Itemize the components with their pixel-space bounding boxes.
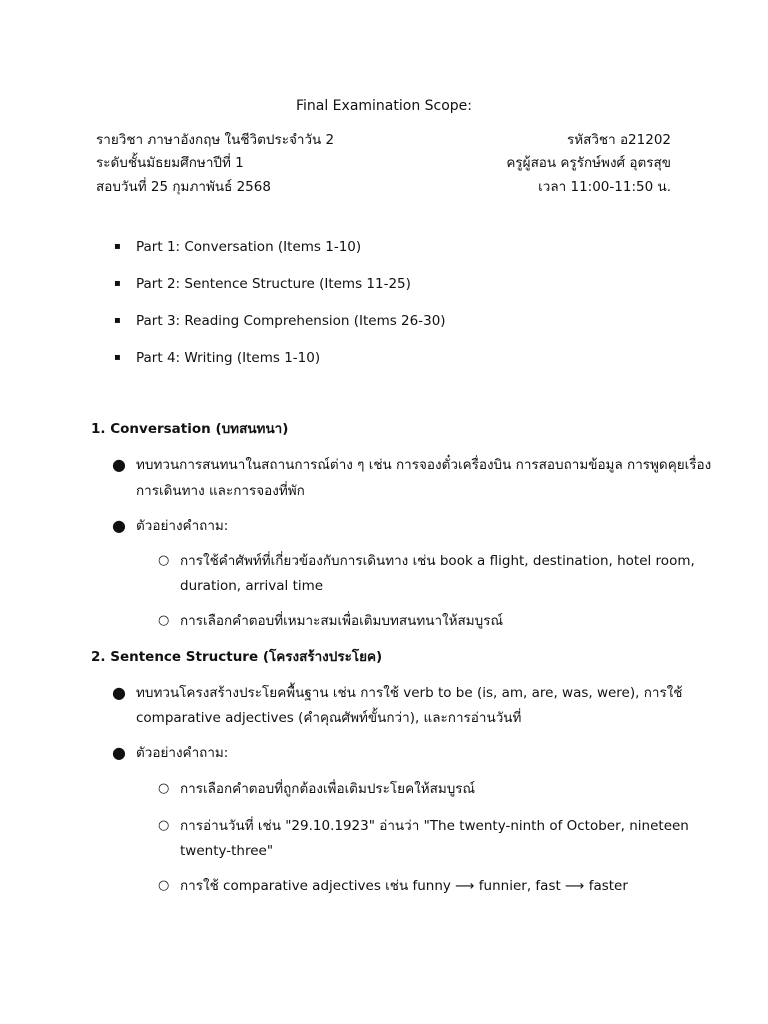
circle-bullet-icon: ○ xyxy=(158,878,170,893)
circle-bullet-icon: ○ xyxy=(158,613,170,628)
circle-bullet-icon: ○ xyxy=(158,781,170,796)
bullet-icon: ▪ xyxy=(114,352,121,363)
review-text: การเดินทาง และการจองที่พัก xyxy=(136,483,305,499)
example-text: การเลือกคำตอบที่เหมาะสมเพื่อเติมบทสนทนาให้สมบูรณ์ xyxy=(180,613,504,629)
exam-date-text: สอบวันที่ 25 กุมภาพันธ์ 2568 xyxy=(96,179,271,195)
part-item: Part 1: Conversation (Items 1-10) xyxy=(136,239,362,255)
section-heading: 1. Conversation (บทสนทนา) xyxy=(91,421,289,437)
bullet-icon: ▪ xyxy=(114,278,121,289)
example-label: ตัวอย่างคำถาม: xyxy=(136,518,229,534)
teacher-text: ครูผู้สอน ครูรักษ์พงศ์ อุตรสุข xyxy=(506,155,671,171)
review-text: ทบทวนโครงสร้างประโยคพื้นฐาน เช่น การใช้ verb to be (is, am, are, was, were), การใช้ xyxy=(136,685,683,701)
part-item: Part 3: Reading Comprehension (Items 26-30) xyxy=(136,313,446,329)
part-item: Part 2: Sentence Structure (Items 11-25) xyxy=(136,276,411,292)
bullet-icon: ▪ xyxy=(114,241,121,252)
circle-bullet-icon: ○ xyxy=(158,553,170,568)
circle-bullet-icon: ○ xyxy=(158,818,170,833)
example-text: การอ่านวันที่ เช่น "29.10.1923" อ่านว่า "The twenty-ninth of October, nineteen xyxy=(180,818,689,834)
subject-text: รายวิชา ภาษาอังกฤษ ในชีวิตประจำวัน 2 xyxy=(96,132,335,148)
course-code-text: รหัสวิชา อ21202 xyxy=(566,132,671,148)
grade-level-text: ระดับชั้นมัธยมศึกษาปีที่ 1 xyxy=(96,155,244,171)
example-text: twenty-three" xyxy=(180,843,274,859)
page-title: Final Examination Scope: xyxy=(295,98,473,114)
bullet-icon: ▪ xyxy=(114,315,121,326)
example-text: การเลือกคำตอบที่ถูกต้องเพื่อเติมประโยคให้สมบูรณ์ xyxy=(180,781,476,797)
part-item: Part 4: Writing (Items 1-10) xyxy=(136,350,321,366)
example-text: การใช้คำศัพท์ที่เกี่ยวข้องกับการเดินทาง เช่น book a flight, destination, hotel room, xyxy=(180,553,695,569)
example-label: ตัวอย่างคำถาม: xyxy=(136,745,229,761)
review-text: ทบทวนการสนทนาในสถานการณ์ต่าง ๆ เช่น การจองตั๋วเครื่องบิน การสอบถามข้อมูล การพูดคุยเรื่อง xyxy=(136,457,712,473)
example-text: การใช้ comparative adjectives เช่น funny ⟶ funnier, fast ⟶ faster xyxy=(180,878,628,894)
bullet-icon: ● xyxy=(112,683,126,702)
example-text: duration, arrival time xyxy=(180,578,324,594)
review-text: comparative adjectives (คำคุณศัพท์ขั้นกว่า), และการอ่านวันที่ xyxy=(136,710,522,726)
bullet-icon: ● xyxy=(112,743,126,762)
bullet-icon: ● xyxy=(112,516,126,535)
section-heading: 2. Sentence Structure (โครงสร้างประโยค) xyxy=(91,649,383,665)
exam-time-text: เวลา 11:00-11:50 น. xyxy=(538,179,671,195)
bullet-icon: ● xyxy=(112,455,126,474)
